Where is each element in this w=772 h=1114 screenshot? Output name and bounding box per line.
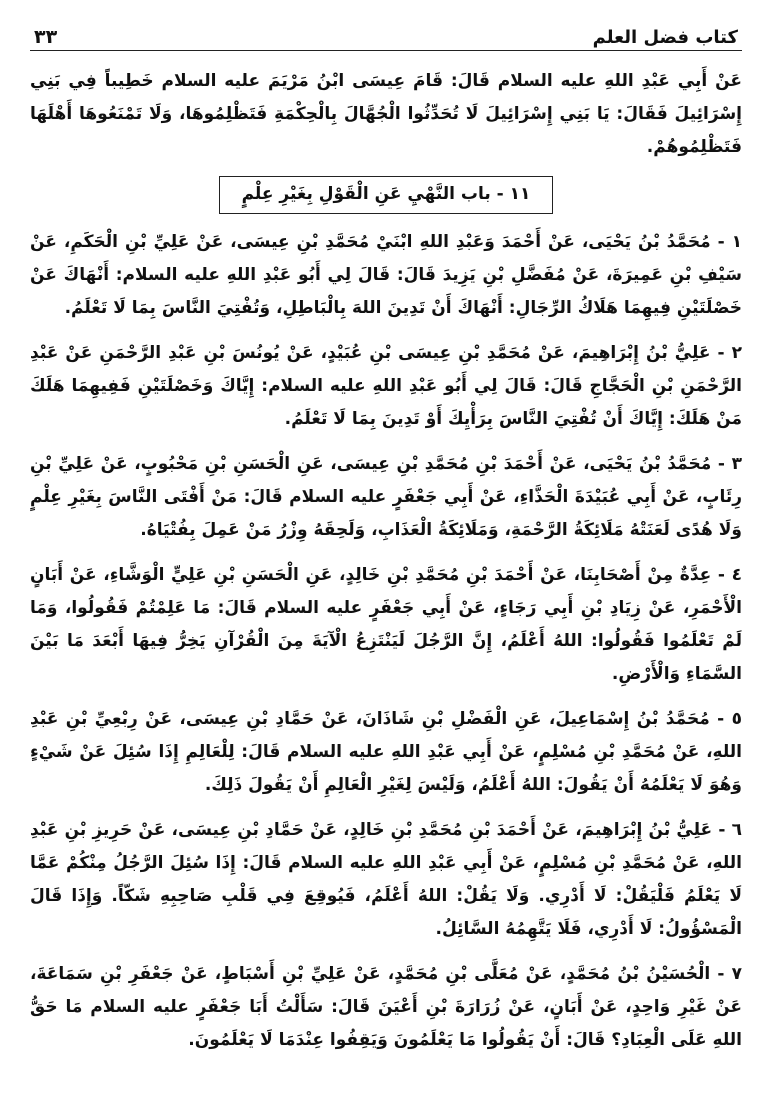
hadith-4: ٤ - عِدَّةٌ مِنْ أَصْحَابِنَا، عَنْ أَحْمَدَ بْنِ مُحَمَّدِ بْنِ خَالِدٍ، عَنِ الْحَسَنِ بْنِ عَلِيٍّ الْوَشَّاءِ، عَنْ أَبَانٍ الْأَحْمَرِ، عَنْ زِيَادِ بْنِ أَبِي رَجَاءٍ، عَنْ أَبِي جَعْفَرٍ عليه السلام قَالَ: مَا عَلِمْتُمْ فَقُولُوا، وَمَا لَمْ تَعْلَمُوا فَقُولُوا: اللهُ أَعْلَمُ، إِنَّ الرَّجُلَ لَيَنْتَزِعُ الْآيَةَ مِنَ الْقُرْآنِ يَخِرُّ فِيهَا أَبْعَدَ مَا بَيْنَ السَّمَاءِ وَالْأَرْضِ.	[30, 565, 742, 684]
section-heading: ١١ - باب النَّهْيِ عَنِ الْقَوْلِ بِغَيْرِ عِلْمٍ	[219, 176, 554, 214]
page-number: ٣٣	[34, 26, 58, 48]
page-header	[30, 14, 742, 51]
hadith-2: ٢ - عَلِيُّ بْنُ إِبْرَاهِيمَ، عَنْ مُحَمَّدِ بْنِ عِيسَى بْنِ عُبَيْدٍ، عَنْ يُونُسَ بْنِ عَبْدِ الرَّحْمَنِ عَنْ عَبْدِ الرَّحْمَنِ بْنِ الْحَجَّاجِ قَالَ: قَالَ لِي أَبُو عَبْدِ اللهِ عليه السلام: إِيَّاكَ وَخَصْلَتَيْنِ فَفِيهِمَا هَلَكَ مَنْ هَلَكَ: إِيَّاكَ أَنْ تُفْتِيَ النَّاسَ بِرَأْيِكَ أَوْ تَدِينَ بِمَا لَا تَعْلَمُ.	[30, 343, 742, 429]
hadith-1: ١ - مُحَمَّدُ بْنُ يَحْيَى، عَنْ أَحْمَدَ وَعَبْدِ اللهِ ابْنَيْ مُحَمَّدِ بْنِ عِيسَى، عَنْ عَلِيِّ بْنِ الْحَكَمِ، عَنْ سَيْفِ بْنِ عَمِيرَةَ، عَنْ مُفَضَّلِ بْنِ يَزِيدَ قَالَ: قَالَ لِي أَبُو عَبْدِ اللهِ عليه السلام: أَنْهَاكَ عَنْ خَصْلَتَيْنِ فِيهِمَا هَلَاكُ الرِّجَالِ: أَنْهَاكَ أَنْ تَدِينَ اللهَ بِالْبَاطِلِ، وَتُفْتِيَ النَّاسَ بِمَا لَا تَعْلَمُ.	[30, 232, 742, 318]
hadith-5: ٥ - مُحَمَّدُ بْنُ إِسْمَاعِيلَ، عَنِ الْفَضْلِ بْنِ شَاذَانَ، عَنْ حَمَّادِ بْنِ عِيسَى، عَنْ رِبْعِيِّ بْنِ عَبْدِ اللهِ، عَنْ مُحَمَّدِ بْنِ مُسْلِمٍ، عَنْ أَبِي عَبْدِ اللهِ عليه السلام قَالَ: لِلْعَالِمِ إِذَا سُئِلَ عَنْ شَيْءٍ وَهُوَ لَا يَعْلَمُهُ أَنْ يَقُولَ: اللهُ أَعْلَمُ، وَلَيْسَ لِغَيْرِ الْعَالِمِ أَنْ يَقُولَ ذَلِكَ.	[30, 709, 742, 795]
page-content	[30, 65, 742, 1057]
hadith-6: ٦ - عَلِيُّ بْنُ إِبْرَاهِيمَ، عَنْ أَحْمَدَ بْنِ مُحَمَّدِ بْنِ خَالِدٍ، عَنْ حَمَّادِ بْنِ عِيسَى، عَنْ حَرِيزِ بْنِ عَبْدِ اللهِ، عَنْ مُحَمَّدِ بْنِ مُسْلِمٍ، عَنْ أَبِي عَبْدِ اللهِ عليه السلام قَالَ: إِذَا سُئِلَ الرَّجُلُ مِنْكُمْ عَمَّا لَا يَعْلَمُ فَلْيَقُلْ: لَا أَدْرِي. وَلَا يَقُلْ: اللهُ أَعْلَمُ، فَيُوقِعَ فِي قَلْبِ صَاحِبِهِ شَكّاً. وَإِذَا قَالَ الْمَسْؤُولُ: لَا أَدْرِي، فَلَا يَتَّهِمُهُ السَّائِلُ.	[30, 820, 742, 939]
hadith-7: ٧ - الْحُسَيْنُ بْنُ مُحَمَّدٍ، عَنْ مُعَلَّى بْنِ مُحَمَّدٍ، عَنْ عَلِيِّ بْنِ أَسْبَاطٍ، عَنْ جَعْفَرِ بْنِ سَمَاعَةَ، عَنْ غَيْرِ وَاحِدٍ، عَنْ أَبَانٍ، عَنْ زُرَارَةَ بْنِ أَعْيَنَ قَالَ: سَأَلْتُ أَبَا جَعْفَرٍ عليه السلام مَا حَقُّ اللهِ عَلَى الْعِبَادِ؟ قَالَ: أَنْ يَقُولُوا مَا يَعْلَمُونَ وَيَقِفُوا عِنْدَمَا لَا يَعْلَمُونَ.	[30, 964, 742, 1050]
hadith-3: ٣ - مُحَمَّدُ بْنُ يَحْيَى، عَنْ أَحْمَدَ بْنِ مُحَمَّدِ بْنِ عِيسَى، عَنِ الْحَسَنِ بْنِ مَحْبُوبٍ، عَنْ عَلِيِّ بْنِ رِئَابٍ، عَنْ أَبِي عُبَيْدَةَ الْحَذَّاءِ، عَنْ أَبِي جَعْفَرٍ عليه السلام قَالَ: مَنْ أَفْتَى النَّاسَ بِغَيْرِ عِلْمٍ وَلَا هُدًى لَعَنَتْهُ مَلَائِكَةُ الرَّحْمَةِ، وَمَلَائِكَةُ الْعَذَابِ، وَلَحِقَهُ وِزْرُ مَنْ عَمِلَ بِفُتْيَاهُ.	[30, 454, 742, 540]
opening-paragraph: عَنْ أَبِي عَبْدِ اللهِ عليه السلام قَالَ: قَامَ عِيسَى ابْنُ مَرْيَمَ عليه السلام خَطِيباً فِي بَنِي إِسْرَائِيلَ فَقَالَ: يَا بَنِي إِسْرَائِيلَ لَا تُحَدِّثُوا الْجُهَّالَ بِالْحِكْمَةِ فَتَظْلِمُوهَا، وَلَا تَمْنَعُوهَا أَهْلَهَا فَتَظْلِمُوهُمْ.	[30, 71, 742, 157]
running-title: كتاب فضل العلم	[592, 27, 738, 48]
section-heading-wrap	[30, 176, 742, 214]
book-page	[30, 14, 742, 1100]
